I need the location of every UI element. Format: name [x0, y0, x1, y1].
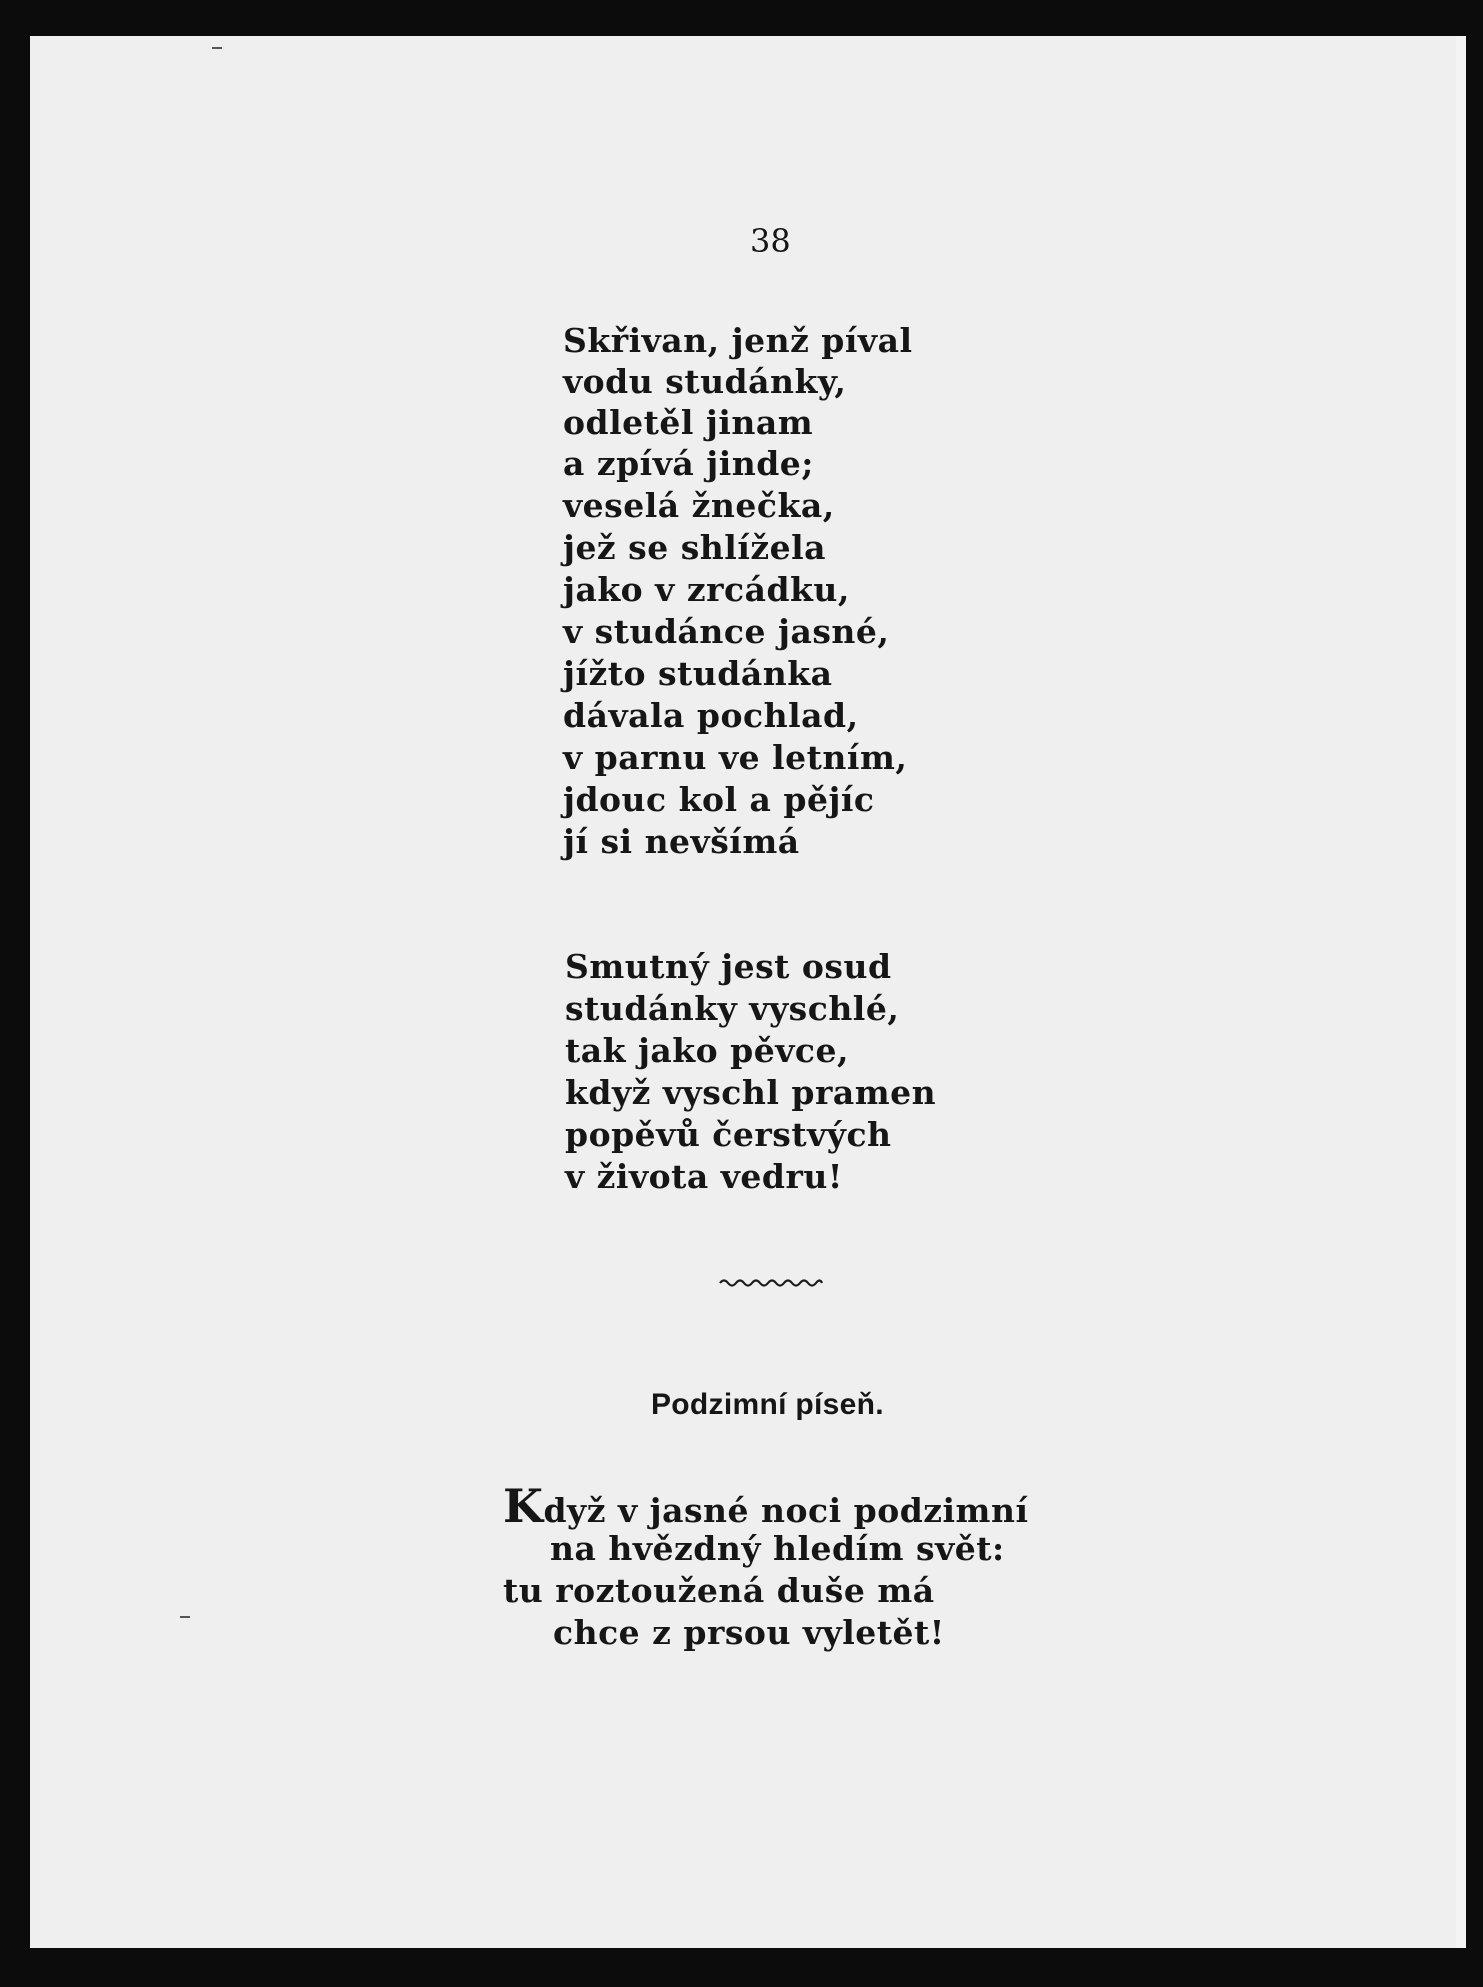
- poem-line: Skřivan, jenž píval: [563, 321, 913, 360]
- poem-title: Podzimní píseň.: [651, 1388, 884, 1421]
- poem-line: popěvů čerstvých: [565, 1115, 892, 1154]
- poem-line: vodu studánky,: [563, 362, 847, 401]
- poem-line: v studánce jasné,: [563, 612, 890, 651]
- page-number: 38: [750, 222, 791, 260]
- poem-line: a zpívá jinde;: [563, 444, 814, 483]
- poem-line: jež se shlížela: [563, 528, 827, 567]
- poem-line: tak jako pěvce,: [565, 1031, 849, 1070]
- poem-first-line: [503, 1479, 1029, 1533]
- poem-line: na hvězdný hledím svět:: [550, 1529, 1005, 1568]
- ornament-divider: [718, 1277, 824, 1289]
- poem-line: dávala pochlad,: [563, 696, 859, 735]
- poem-line: jako v zrcádku,: [563, 570, 850, 609]
- poem-line: veselá žnečka,: [563, 486, 835, 525]
- first-line-text: dyž v jasné noci podzimní: [543, 1491, 1029, 1530]
- poem-line: odletěl jinam: [563, 403, 814, 442]
- poem-line: jížto studánka: [563, 654, 833, 693]
- scan-mark: [180, 1616, 190, 1618]
- drop-cap: K: [503, 1479, 544, 1533]
- poem-line: jí si nevšímá: [563, 822, 800, 861]
- poem-line: v parnu ve letním,: [563, 738, 908, 777]
- page-edge: [1456, 36, 1466, 1948]
- poem-line: Smutný jest osud: [565, 947, 892, 986]
- poem-line: studánky vyschlé,: [565, 989, 900, 1028]
- poem-line: jdouc kol a pějíc: [563, 780, 875, 819]
- poem-line: v života vedru!: [565, 1157, 843, 1196]
- poem-line: tu roztoužená duše má: [503, 1571, 935, 1610]
- scan-mark: [212, 47, 222, 49]
- poem-line: chce z prsou vyletět!: [553, 1613, 945, 1652]
- poem-line: když vyschl pramen: [565, 1073, 937, 1112]
